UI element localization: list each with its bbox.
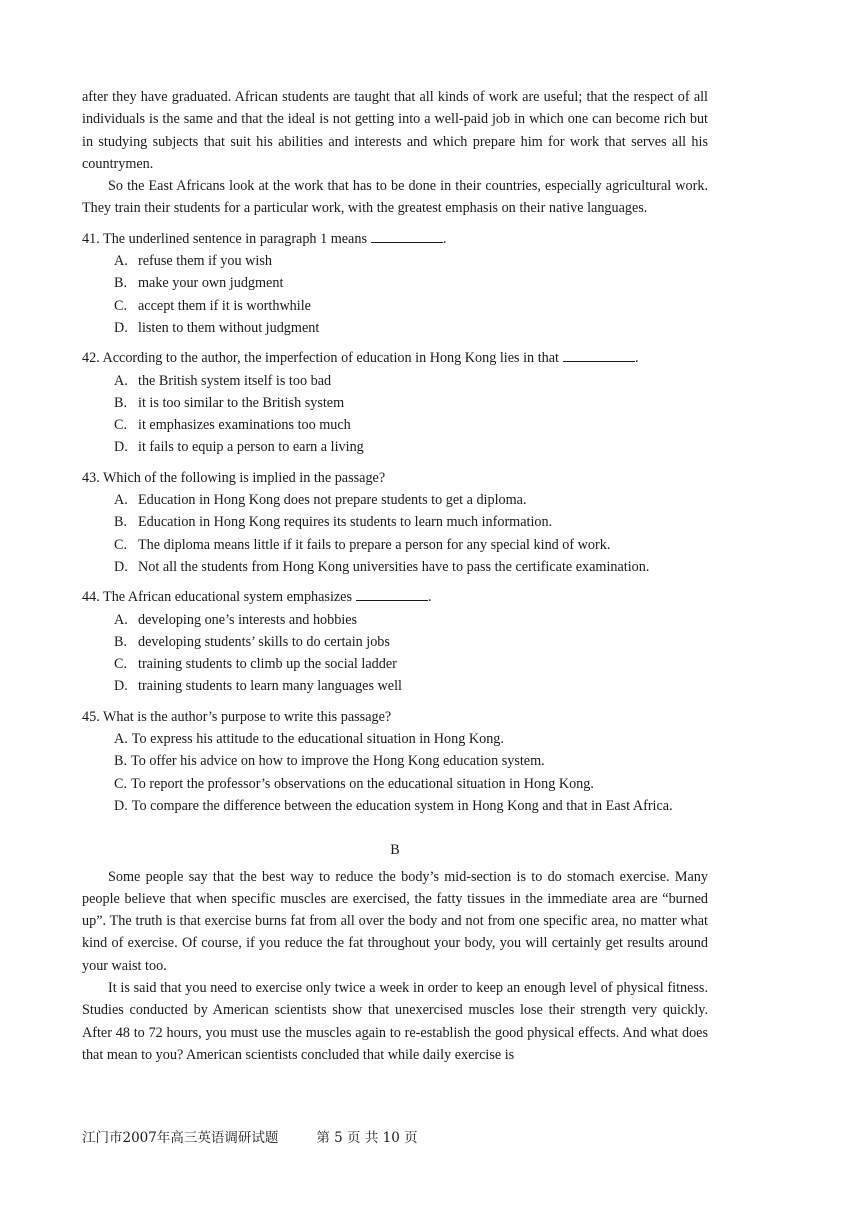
page-footer xyxy=(82,1126,482,1146)
question-stem: 43. Which of the following is implied in the passage? xyxy=(82,469,386,486)
option-c: C. accept them if it is worthwhile xyxy=(114,297,311,314)
question-43 xyxy=(82,467,708,578)
option-c: C. training students to climb up the social ladder xyxy=(114,656,397,673)
option-c: C. The diploma means little if it fails to prepare a person for any special kind of work. xyxy=(114,536,611,553)
option-a: A. developing one’s interests and hobbies xyxy=(114,611,358,628)
option-a: A. To express his attitude to the educational situation in Hong Kong. xyxy=(114,731,504,748)
option-b: B. make your own judgment xyxy=(114,275,284,292)
option-list xyxy=(82,250,708,339)
question-stem: 45. What is the author’s purpose to write this passage? xyxy=(82,708,392,725)
answer-blank xyxy=(563,348,635,362)
option-d: D. To compare the difference between the education system in Hong Kong and that in East Africa. xyxy=(114,797,673,814)
option-d: D. Not all the students from Hong Kong universities have to pass the certificate examination. xyxy=(114,558,650,575)
question-stem: 41. The underlined sentence in paragraph 1 means . xyxy=(82,230,447,247)
section-b-heading: B xyxy=(390,842,400,859)
option-list xyxy=(82,728,708,817)
option-c: C. To report the professor’s observations on the educational situation in Hong Kong. xyxy=(114,775,594,792)
question-stem: 42. According to the author, the imperfection of education in Hong Kong lies in that . xyxy=(82,350,639,367)
option-a: A. Education in Hong Kong does not prepare students to get a diploma. xyxy=(114,492,527,509)
answer-blank xyxy=(356,587,428,601)
question-stem: 44. The African educational system emphasizes . xyxy=(82,589,432,606)
page-content xyxy=(82,86,708,1066)
option-a: A. the British system itself is too bad xyxy=(114,372,332,389)
question-45 xyxy=(82,706,708,817)
option-b: B. To offer his advice on how to improve the Hong Kong education system. xyxy=(114,753,545,770)
option-b: B. Education in Hong Kong requires its students to learn much information. xyxy=(114,514,553,531)
footer-page-number: 第 5 页 共 10 页 xyxy=(316,1130,418,1146)
section-b-paragraph: It is said that you need to exercise only twice a week in order to keep an enough level of physical fitness. Studies conducted by American scientists show that unexercised muscles lose their strength very quickly. After 48 to 72 hours, you must use the muscles again to re-establish the good physical effects. And what does that mean to you? American scientists concluded that while daily exercise is xyxy=(82,979,708,1063)
question-41 xyxy=(82,228,708,339)
option-b: B. it is too similar to the British system xyxy=(114,394,345,411)
footer-exam-title: 江门市2007年高三英语调研试题 xyxy=(82,1130,279,1146)
option-list xyxy=(82,370,708,459)
option-list xyxy=(82,609,708,698)
option-d: D. listen to them without judgment xyxy=(114,319,320,336)
option-a: A. refuse them if you wish xyxy=(114,253,272,270)
question-42 xyxy=(82,347,708,458)
answer-blank xyxy=(371,229,443,243)
passage-a-paragraph: after they have graduated. African students are taught that all kinds of work are useful; that the respect of all individuals is the same and that the ideal is not getting into a well-paid job in which one can become rich but in studying subjects that suit his abilities and interests and which prepare him for work that serves all his countrymen. xyxy=(82,89,708,172)
question-44 xyxy=(82,586,708,697)
option-d: D. it fails to equip a person to earn a living xyxy=(114,439,364,456)
option-list xyxy=(82,489,708,578)
option-b: B. developing students’ skills to do certain jobs xyxy=(114,633,390,650)
option-d: D. training students to learn many languages well xyxy=(114,678,402,695)
passage-a-paragraph: So the East Africans look at the work that has to be done in their countries, especially agricultural work. They train their students for a particular work, with the greatest emphasis on their native languages. xyxy=(82,178,708,217)
section-b-paragraph: Some people say that the best way to reduce the body’s mid-section is to do stomach exercise. Many people believe that when specific muscles are exercised, the fatty tissues in the immediate area are “burned up”. The truth is that exercise burns fat from all over the body and not from one specific area, no matter what kind of exercise. Of course, if you reduce the fat throughout your body, you will certainly get results around your waist too. xyxy=(82,868,708,974)
option-c: C. it emphasizes examinations too much xyxy=(114,417,351,434)
